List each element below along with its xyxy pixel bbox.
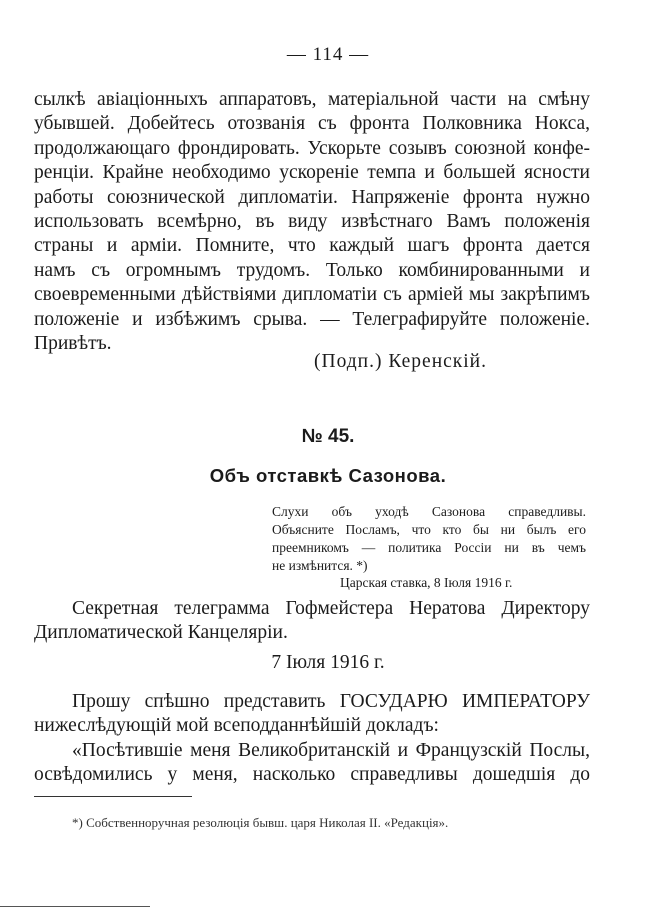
text-line: нижеслѣдующій мой всеподданнѣйшій докладъ: — [34, 715, 439, 737]
text-line: работы союзнической дипломатіи. Напряженіе фронта нужно — [34, 186, 590, 208]
resolution-line: Объясните Посламъ, что кто бы ни былъ его — [272, 522, 586, 537]
telegram-date: 7 Іюля 1916 г. — [271, 652, 385, 673]
text-line: Дипломатической Канцеляріи. — [34, 622, 288, 644]
tsar-resolution — [272, 503, 586, 575]
text-line: «Посѣтившіе меня Великобританскій и Французскій Послы, — [72, 739, 590, 761]
telegram-body — [34, 690, 590, 788]
telegram-continuation — [34, 88, 590, 356]
text-line: продолжающаго фрондировать. Ускорьте созывъ союзной конфе- — [34, 137, 590, 159]
text-line: Секретная телеграмма Гофмейстера Нератова Директору — [72, 598, 590, 619]
page-number: — 114 — — [286, 44, 370, 65]
text-line: положеніе и избѣжимъ срыва. — Телеграфируйте положеніе. — [34, 308, 590, 330]
signature: (Подп.) Керенскій. — [314, 351, 487, 372]
text-line: Привѣтъ. — [34, 333, 112, 355]
resolution-line: преемникомъ — политика Россіи ни въ чемъ — [272, 540, 586, 555]
text-line: Прошу спѣшно представить ГОСУДАРЮ ИМПЕРАТОРУ — [72, 691, 590, 712]
text-line: использовать всемѣрно, въ виду извѣстнаго Вамъ положенія — [34, 211, 590, 233]
telegram-heading — [34, 597, 590, 646]
scan-edge-line — [0, 906, 150, 907]
text-line: намъ съ огромнымъ трудомъ. Только комбинированными и — [34, 259, 590, 281]
text-line: освѣдомились у меня, насколько справедливы дошедшія до — [34, 764, 590, 786]
text-line: своевременными дѣйствіями дипломатіи съ арміей мы закрѣпимъ — [34, 284, 590, 306]
text-line: страны и арміи. Помните, что каждый шагъ фронта дается — [34, 235, 590, 257]
text-line: убывшей. Добейтесь отозванія съ фронта Полковника Нокса, — [34, 113, 590, 135]
text-line: сылкѣ авіаціонныхъ аппаратовъ, матеріальной части на смѣну — [34, 89, 590, 110]
resolution-line: Слухи объ уходѣ Сазонова справедливы. — [272, 504, 586, 519]
resolution-line: не измѣнится. *) — [272, 558, 368, 573]
footnote-rule — [34, 796, 192, 797]
footnote: *) Собственноручная резолюція бывш. царя Николая II. «Редакція». — [72, 815, 449, 830]
document-number: № 45. — [301, 426, 355, 447]
resolution-place-date: Царская ставка, 8 Іюля 1916 г. — [340, 575, 513, 590]
document-title: Объ отставкѣ Сазонова. — [209, 465, 447, 486]
text-line: ренціи. Крайне необходимо ускореніе темпа и большей ясности — [34, 162, 590, 184]
